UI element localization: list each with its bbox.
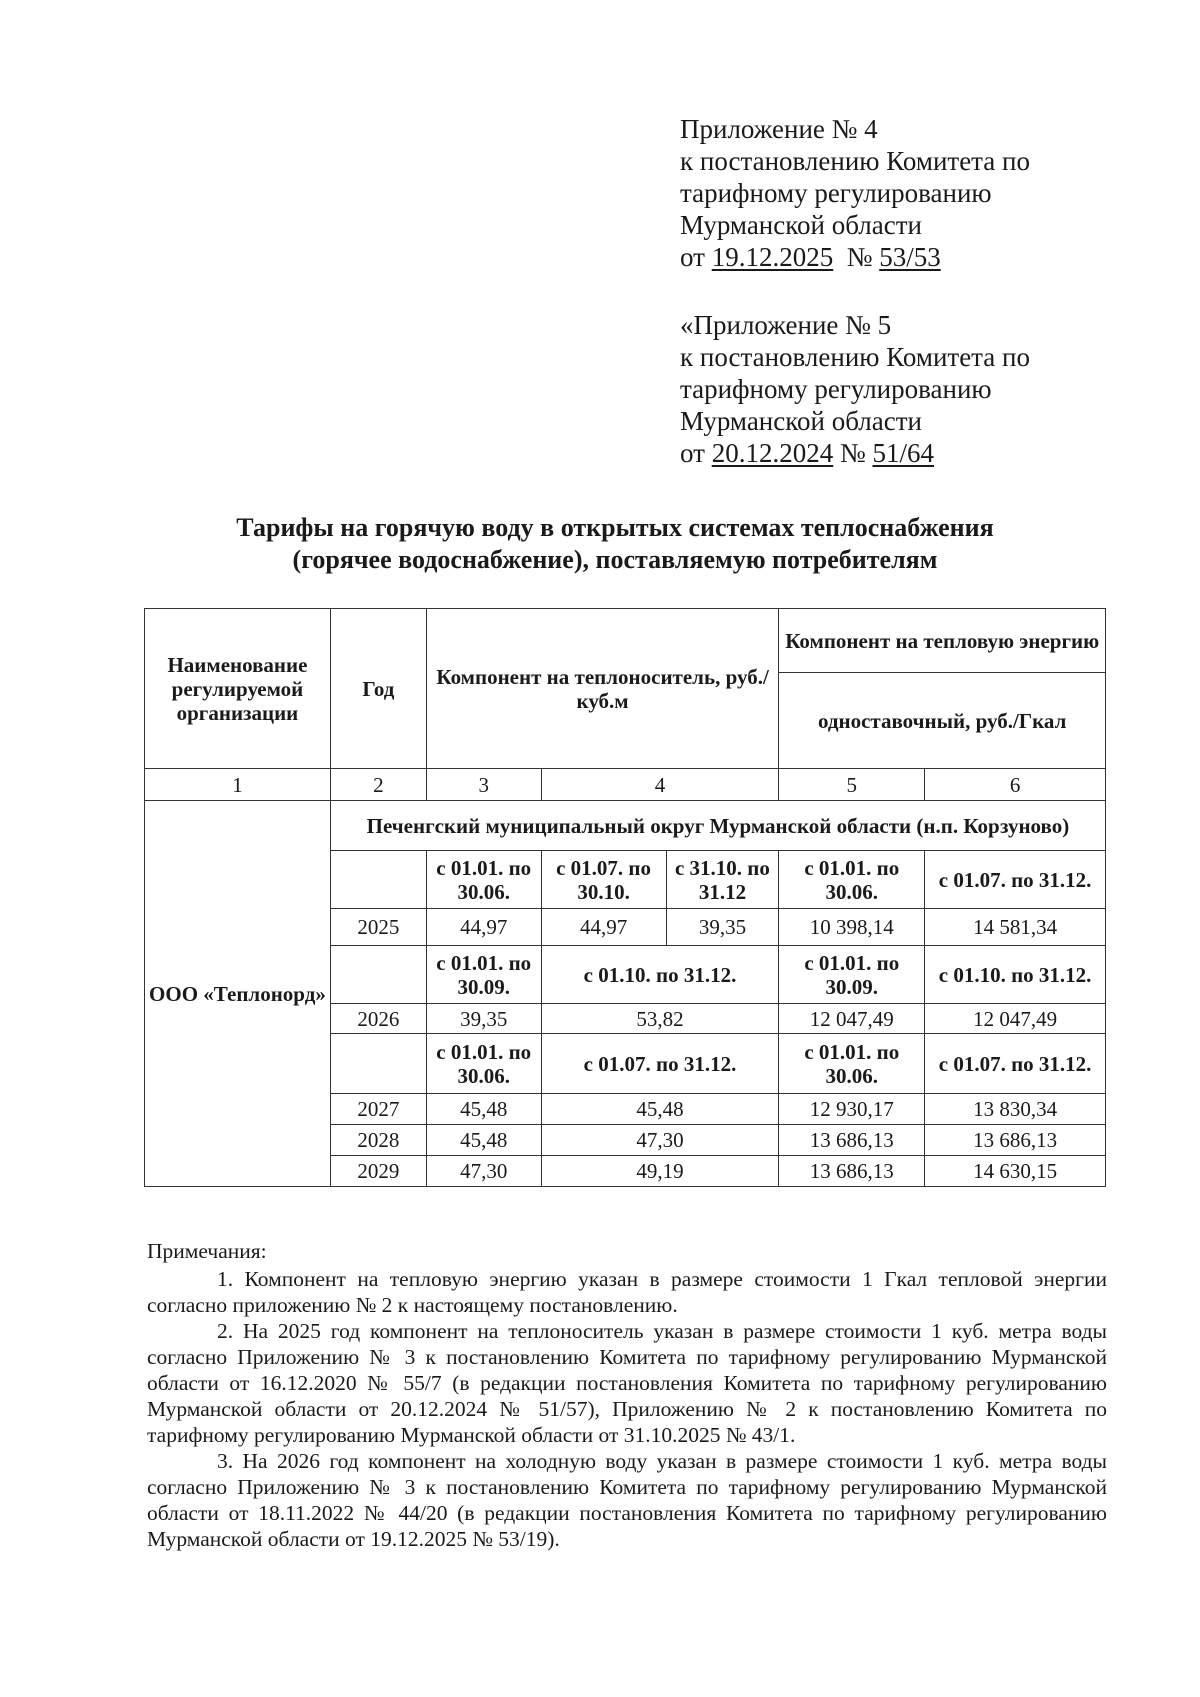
appendix-date: 20.12.2024 — [711, 438, 834, 468]
period-cell: с 01.01. по 30.09. — [779, 946, 925, 1004]
period-cell: с 01.01. по 30.06. — [779, 1034, 925, 1094]
value-cell: 13 830,34 — [925, 1094, 1106, 1125]
period-cell: с 01.01. по 30.06. — [779, 851, 925, 909]
appendix-number: 51/64 — [872, 438, 934, 468]
value-cell: 13 686,13 — [779, 1125, 925, 1156]
appendix-line: «Приложение № 5 — [680, 310, 892, 340]
value-cell: 12 047,49 — [779, 1004, 925, 1034]
value-cell: 49,19 — [541, 1156, 779, 1187]
notes-section — [147, 1238, 1107, 1552]
period-cell: с 01.01. по 30.06. — [426, 1034, 541, 1094]
header-heat: Компонент на тепловую энергию — [779, 609, 1106, 673]
appendix-line: Мурманской области — [680, 210, 922, 240]
note-item: 2. На 2025 год компонент на теплоноситель указан в размере стоимости 1 куб. метра воды согласно Приложению № 3 к постановлению Комитета по тарифному регулированию Мурманской области от 16.12.2020 № 55/7 (в редакции постановления Комитета по тарифному регулированию Мурманской области от 20.12.2024 № 51/57), Приложению № 2 к постановлению Комитета по тарифному регулированию Мурманской области от 31.10.2025 № 43/1. — [147, 1319, 1107, 1447]
value-cell: 44,97 — [426, 909, 541, 946]
year-cell: 2027 — [330, 1094, 426, 1125]
value-cell: 45,48 — [541, 1094, 779, 1125]
appendix-line: тарифному регулированию — [680, 374, 992, 404]
period-empty — [330, 1034, 426, 1094]
period-cell: с 01.01. по 30.06. — [426, 851, 541, 909]
value-cell: 13 686,13 — [779, 1156, 925, 1187]
value-cell: 14 630,15 — [925, 1156, 1106, 1187]
col-number: 1 — [145, 769, 331, 801]
value-cell: 10 398,14 — [779, 909, 925, 946]
number-prefix: № — [839, 438, 873, 468]
appendix-date-line — [680, 437, 1030, 469]
value-cell: 14 581,34 — [925, 909, 1106, 946]
period-cell: с 01.07. по 31.12. — [925, 851, 1106, 909]
value-cell: 12 930,17 — [779, 1094, 925, 1125]
period-cell: с 01.07. по 31.12. — [925, 1034, 1106, 1094]
appendix-current-header — [680, 113, 1030, 273]
tariff-table — [144, 608, 1106, 1187]
period-cell: с 01.07. по 30.10. — [541, 851, 666, 909]
title-line-1: Тарифы на горячую воду в открытых системах теплоснабжения — [236, 513, 994, 542]
note-item: 3. На 2026 год компонент на холодную воду указан в размере стоимости 1 куб. метра воды согласно Приложению № 3 к постановлению Комитета по тарифному регулированию Мурманской области от 18.11.2022 № 44/20 (в редакции постановления Комитета по тарифному регулированию Мурманской области от 19.12.2025 № 53/19). — [147, 1449, 1107, 1551]
col-number: 3 — [426, 769, 541, 801]
header-coolant: Компонент на теплоноситель, руб./куб.м — [426, 609, 779, 769]
appendix-number: 53/53 — [879, 242, 941, 272]
period-cell: с 01.10. по 31.12. — [541, 946, 779, 1004]
year-cell: 2029 — [330, 1156, 426, 1187]
value-cell: 53,82 — [541, 1004, 779, 1034]
value-cell: 13 686,13 — [925, 1125, 1106, 1156]
value-cell: 12 047,49 — [925, 1004, 1106, 1034]
appendix-line: Приложение № 4 — [680, 114, 878, 144]
appendix-line: к постановлению Комитета по — [680, 146, 1030, 176]
period-cell: с 01.01. по 30.09. — [426, 946, 541, 1004]
header-org: Наименование регулируемой организации — [145, 609, 331, 769]
appendix-date-line — [680, 241, 1030, 273]
value-cell: 47,30 — [541, 1125, 779, 1156]
appendix-date: 19.12.2025 — [711, 242, 834, 272]
period-empty — [330, 851, 426, 909]
date-prefix: от — [680, 438, 712, 468]
col-number: 5 — [779, 769, 925, 801]
period-empty — [330, 946, 426, 1004]
notes-heading: Примечания: — [147, 1239, 267, 1263]
organization-name: ООО «Теплонорд» — [145, 801, 331, 1187]
value-cell: 44,97 — [541, 909, 666, 946]
value-cell: 47,30 — [426, 1156, 541, 1187]
col-number: 6 — [925, 769, 1106, 801]
value-cell: 45,48 — [426, 1094, 541, 1125]
document-title — [150, 512, 1080, 576]
appendix-line: Мурманской области — [680, 406, 922, 436]
value-cell: 39,35 — [426, 1004, 541, 1034]
period-cell: с 01.07. по 31.12. — [541, 1034, 779, 1094]
appendix-line: тарифному регулированию — [680, 178, 992, 208]
year-cell: 2025 — [330, 909, 426, 946]
region-name: Печенгский муниципальный округ Мурманской области (н.п. Корзуново) — [330, 801, 1105, 851]
header-heat-sub: одноставочный, руб./Гкал — [779, 673, 1106, 769]
period-cell: с 01.10. по 31.12. — [925, 946, 1106, 1004]
date-prefix: от — [680, 242, 712, 272]
number-prefix: № — [846, 242, 880, 272]
col-number: 2 — [330, 769, 426, 801]
year-cell: 2026 — [330, 1004, 426, 1034]
note-item: 1. Компонент на тепловую энергию указан в размере стоимости 1 Гкал тепловой энергии согласно приложению № 2 к настоящему постановлению. — [147, 1267, 1107, 1317]
year-cell: 2028 — [330, 1125, 426, 1156]
value-cell: 45,48 — [426, 1125, 541, 1156]
appendix-amended-header — [680, 309, 1030, 469]
header-year: Год — [330, 609, 426, 769]
title-line-2: (горячее водоснабжение), поставляемую потребителям — [292, 545, 938, 574]
period-cell: с 31.10. по 31.12 — [666, 851, 779, 909]
appendix-line: к постановлению Комитета по — [680, 342, 1030, 372]
col-number: 4 — [541, 769, 779, 801]
value-cell: 39,35 — [666, 909, 779, 946]
